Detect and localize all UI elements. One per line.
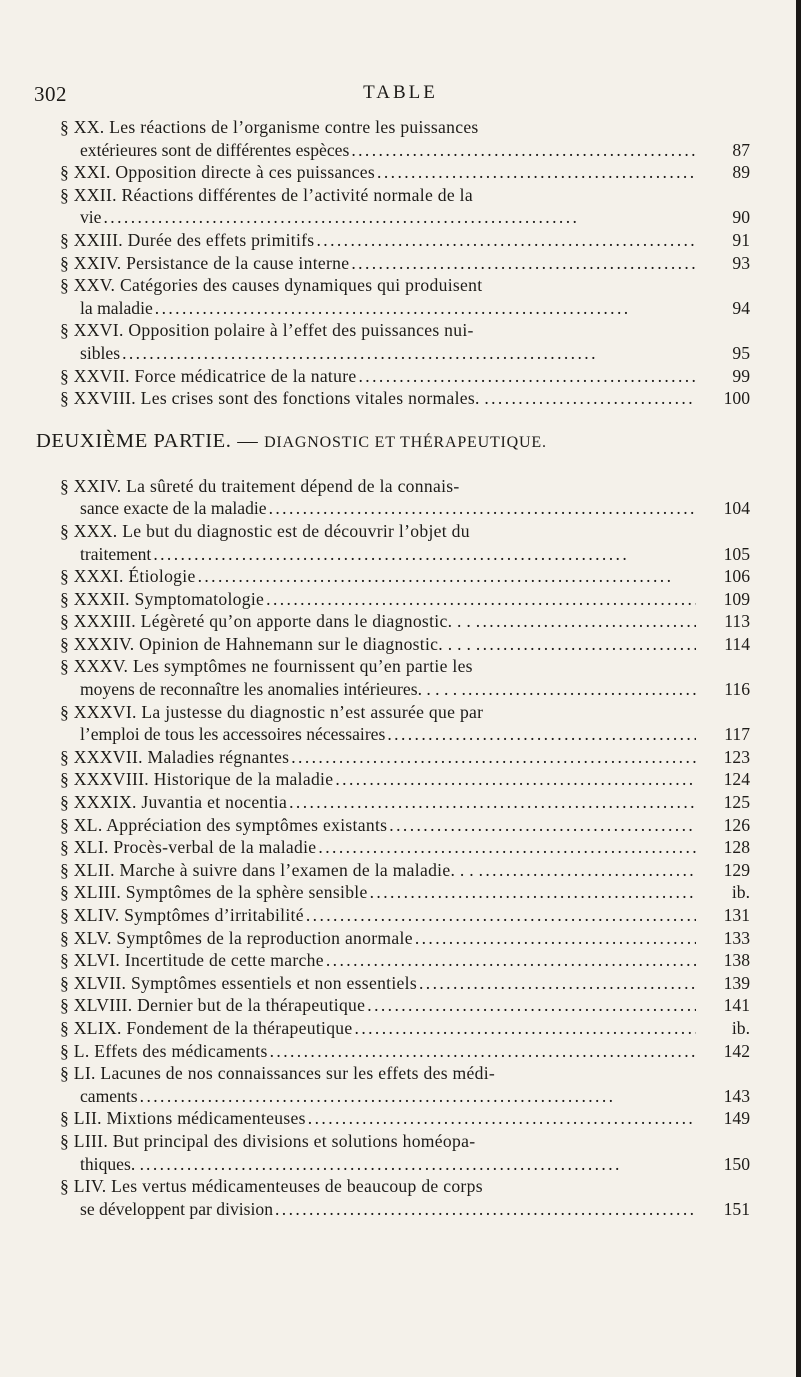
dot-leader bbox=[419, 972, 696, 995]
toc-entry-last-line bbox=[60, 610, 696, 633]
toc-page-number: 131 bbox=[723, 905, 750, 925]
toc-page-number: 141 bbox=[723, 995, 750, 1016]
toc-entry bbox=[60, 746, 750, 769]
part-two-heading bbox=[36, 430, 776, 453]
toc-entry-text: § XXIII. Durée des effets primitifs bbox=[60, 229, 315, 250]
toc-page-number: 113 bbox=[724, 611, 750, 632]
dot-leader bbox=[140, 1085, 696, 1108]
toc-entry-last-line bbox=[60, 1198, 696, 1221]
dot-leader bbox=[387, 723, 696, 746]
toc-page-number: 91 bbox=[732, 229, 750, 250]
toc-entry-last-line bbox=[60, 746, 696, 769]
toc-page-number: 151 bbox=[723, 1198, 750, 1219]
toc-entry bbox=[60, 972, 750, 995]
toc-entry bbox=[60, 836, 750, 859]
toc-page-number: 133 bbox=[723, 927, 750, 948]
dot-leader bbox=[291, 746, 696, 769]
toc-entry-text: § XXXV. Les symptômes ne fournissent qu’en partie les bbox=[60, 656, 473, 677]
toc-entry bbox=[60, 927, 750, 950]
toc-entry-last-line bbox=[60, 723, 696, 746]
toc-page-number: ib. bbox=[731, 1017, 750, 1038]
dot-leader bbox=[289, 791, 696, 814]
toc-page-number: 89 bbox=[732, 162, 750, 183]
dot-leader bbox=[155, 297, 696, 320]
dot-leader bbox=[122, 342, 696, 365]
toc-entry bbox=[60, 365, 750, 388]
toc-entry-text: § LII. Mixtions médicamenteuses bbox=[60, 1108, 306, 1129]
toc-entry bbox=[60, 633, 750, 656]
toc-page-number: 123 bbox=[723, 746, 750, 767]
toc-entry bbox=[60, 994, 750, 1017]
toc-entry-last-line bbox=[60, 229, 696, 252]
toc-entry-last-line bbox=[60, 972, 696, 995]
toc-entry-text: § XXVI. Opposition polaire à l’effet des puissances nui- bbox=[60, 320, 474, 341]
toc-page-number: 104 bbox=[723, 498, 750, 519]
toc-entry-last-line bbox=[60, 497, 696, 520]
toc-page-number: 93 bbox=[732, 252, 750, 273]
toc-entry-text: § XXVIII. Les crises sont des fonctions vitales normales. . bbox=[60, 388, 490, 409]
toc-page-number: 139 bbox=[723, 972, 750, 993]
toc-entry bbox=[60, 588, 750, 611]
toc-entry bbox=[60, 161, 750, 184]
part-two-subtitle: DIAGNOSTIC ET THÉRAPEUTIQUE. bbox=[264, 433, 547, 451]
toc-entry-text: l’emploi de tous les accessoires nécessaires bbox=[80, 724, 386, 745]
toc-entry bbox=[60, 1107, 750, 1130]
toc-entry-text: § LIII. But principal des divisions et solutions homéopa- bbox=[60, 1130, 476, 1151]
toc-entry-text: § XXVII. Force médicatrice de la nature bbox=[60, 365, 357, 386]
dot-leader bbox=[275, 1198, 696, 1221]
toc-entry bbox=[60, 701, 750, 746]
toc-page-number: 129 bbox=[723, 859, 750, 880]
toc-page-number: 128 bbox=[723, 837, 750, 858]
toc-entry bbox=[60, 387, 750, 410]
dot-leader bbox=[491, 387, 696, 410]
toc-entry bbox=[60, 229, 750, 252]
toc-page-number: 125 bbox=[723, 792, 750, 813]
dot-leader bbox=[318, 836, 696, 859]
dot-leader bbox=[153, 543, 696, 566]
toc-entry-last-line bbox=[60, 543, 696, 566]
dot-leader bbox=[104, 206, 697, 229]
dot-leader bbox=[355, 1017, 696, 1040]
toc-entry-text: § XLIX. Fondement de la thérapeutique bbox=[60, 1017, 353, 1038]
dot-leader bbox=[306, 904, 696, 927]
toc-entry bbox=[60, 768, 750, 791]
dot-leader bbox=[370, 881, 696, 904]
dot-leader bbox=[269, 497, 696, 520]
dot-leader bbox=[308, 1107, 696, 1130]
dot-leader bbox=[146, 1153, 696, 1176]
toc-entry-text: § XLVIII. Dernier but de la thérapeutique bbox=[60, 995, 366, 1016]
toc-entry-text: § XXX. Le but du diagnostic est de découvrir l’objet du bbox=[60, 520, 470, 541]
part-one-list bbox=[60, 116, 750, 410]
toc-entry-text: § XXXVII. Maladies régnantes bbox=[60, 746, 290, 767]
toc-entry-text: § XXXVIII. Historique de la maladie bbox=[60, 769, 334, 790]
toc-entry-text: § XXXII. Symptomatologie bbox=[60, 588, 265, 609]
toc-page-number: 106 bbox=[723, 566, 750, 587]
toc-entry-text: thiques. . bbox=[80, 1153, 145, 1174]
toc-page-number: ib. bbox=[731, 882, 750, 903]
toc-entry bbox=[60, 1040, 750, 1063]
toc-entry-last-line bbox=[60, 994, 696, 1017]
dot-leader bbox=[389, 814, 696, 837]
toc-entry-text: § XXV. Catégories des causes dynamiques qui produisent bbox=[60, 275, 483, 296]
toc-entry-last-line bbox=[60, 904, 696, 927]
page-header bbox=[0, 82, 801, 112]
dot-leader bbox=[270, 1040, 696, 1063]
toc-page-number: 142 bbox=[723, 1040, 750, 1061]
toc-entry bbox=[60, 791, 750, 814]
toc-entry-text: § XXXVI. La justesse du diagnostic n’est assurée que par bbox=[60, 701, 484, 722]
toc-entry-text: § XXXIII. Légèreté qu’on apporte dans le diagnostic. . . . bbox=[60, 611, 481, 632]
toc-entry-last-line bbox=[60, 387, 696, 410]
toc-entry bbox=[60, 1062, 750, 1107]
toc-entry bbox=[60, 565, 750, 588]
dot-leader bbox=[468, 678, 696, 701]
toc-entry-text: § XLI. Procès-verbal de la maladie bbox=[60, 837, 317, 858]
toc-entry-last-line bbox=[60, 1085, 696, 1108]
toc-entry-last-line bbox=[60, 1040, 696, 1063]
toc-entry-text: § XXXIX. Juvantia et nocentia bbox=[60, 792, 288, 813]
toc-entry-last-line bbox=[60, 139, 696, 162]
toc-entry bbox=[60, 859, 750, 882]
toc-entry-text: traitement bbox=[80, 543, 152, 564]
toc-entry-last-line bbox=[60, 297, 696, 320]
toc-entry-text: § XXI. Opposition directe à ces puissances bbox=[60, 162, 376, 183]
dot-leader bbox=[485, 859, 696, 882]
toc-entry-text: § LIV. Les vertus médicamenteuses de beaucoup de corps bbox=[60, 1176, 483, 1197]
dot-leader bbox=[351, 252, 696, 275]
toc-entry bbox=[60, 610, 750, 633]
toc-entry-last-line bbox=[60, 949, 696, 972]
dot-leader bbox=[335, 768, 696, 791]
toc-entry-last-line bbox=[60, 881, 696, 904]
toc-entry-text: § XLV. Symptômes de la reproduction anormale bbox=[60, 927, 413, 948]
dot-leader bbox=[482, 610, 696, 633]
toc-page-number: 114 bbox=[724, 633, 750, 654]
toc-entry-last-line bbox=[60, 588, 696, 611]
toc-entry bbox=[60, 274, 750, 319]
toc-entry-last-line bbox=[60, 1017, 696, 1040]
toc-entry-last-line bbox=[60, 1153, 696, 1176]
toc-entry bbox=[60, 475, 750, 520]
toc-page-number: 87 bbox=[732, 139, 750, 160]
page-edge bbox=[796, 0, 801, 1377]
dot-leader bbox=[326, 949, 696, 972]
toc-entry bbox=[60, 319, 750, 364]
toc-page-number: 126 bbox=[723, 814, 750, 835]
toc-entry bbox=[60, 184, 750, 229]
toc-entry-text: § XXIV. La sûreté du traitement dépend de la connais- bbox=[60, 475, 460, 496]
toc-entry bbox=[60, 904, 750, 927]
toc-entry-text: § XL. Appréciation des symptômes existants bbox=[60, 814, 388, 835]
toc-entry-last-line bbox=[60, 1107, 696, 1130]
toc-entry bbox=[60, 252, 750, 275]
toc-entry-last-line bbox=[60, 252, 696, 275]
toc-page-number: 105 bbox=[723, 543, 750, 564]
toc-entry bbox=[60, 116, 750, 161]
toc-page-number: 109 bbox=[723, 588, 750, 609]
toc-entry bbox=[60, 1017, 750, 1040]
toc-entry-text: § XX. Les réactions de l’organisme contre les puissances bbox=[60, 117, 479, 137]
toc-entry bbox=[60, 814, 750, 837]
toc-entry-last-line bbox=[60, 365, 696, 388]
toc-entry-text: se développent par division bbox=[80, 1198, 273, 1219]
toc-entry-text: § LI. Lacunes de nos connaissances sur les effets des médi- bbox=[60, 1063, 496, 1084]
dot-leader bbox=[351, 139, 696, 162]
dot-leader bbox=[377, 161, 696, 184]
toc-page-number: 117 bbox=[724, 724, 750, 745]
dot-leader bbox=[415, 927, 696, 950]
dot-leader bbox=[316, 229, 696, 252]
toc-page-number: 143 bbox=[723, 1085, 750, 1106]
toc-entry bbox=[60, 655, 750, 700]
toc-page-number: 100 bbox=[723, 388, 750, 409]
table-of-contents bbox=[36, 116, 750, 1220]
toc-entry-last-line bbox=[60, 927, 696, 950]
toc-entry-last-line bbox=[60, 633, 696, 656]
toc-entry-text: la maladie bbox=[80, 297, 153, 318]
toc-entry-last-line bbox=[60, 791, 696, 814]
toc-page-number: 95 bbox=[732, 342, 750, 363]
toc-entry bbox=[60, 881, 750, 904]
toc-page-number: 116 bbox=[724, 679, 750, 700]
toc-entry-last-line bbox=[60, 859, 696, 882]
dot-leader bbox=[266, 588, 696, 611]
toc-entry-text: § XLVI. Incertitude de cette marche bbox=[60, 950, 324, 971]
running-head: TABLE bbox=[363, 82, 438, 103]
toc-page-number: 150 bbox=[723, 1153, 750, 1174]
toc-entry-text: vie bbox=[80, 207, 102, 228]
toc-entry bbox=[60, 949, 750, 972]
toc-entry-text: § XXII. Réactions différentes de l’activité normale de la bbox=[60, 184, 473, 205]
toc-entry-last-line bbox=[60, 836, 696, 859]
toc-page-number: 124 bbox=[723, 769, 750, 790]
toc-entry-text: § XXXI. Étiologie bbox=[60, 566, 196, 587]
toc-entry-text: § XLIV. Symptômes d’irritabilité bbox=[60, 905, 304, 925]
dot-leader bbox=[198, 565, 696, 588]
part-two-title: DEUXIÈME PARTIE. — bbox=[36, 429, 265, 452]
toc-page-number: 90 bbox=[732, 207, 750, 228]
toc-entry-text: § XLIII. Symptômes de la sphère sensible bbox=[60, 882, 368, 903]
toc-entry-text: extérieures sont de différentes espèces bbox=[80, 139, 350, 160]
toc-entry-last-line bbox=[60, 161, 696, 184]
toc-entry-last-line bbox=[60, 206, 696, 229]
toc-entry-text: caments bbox=[80, 1085, 138, 1106]
dot-leader bbox=[367, 994, 696, 1017]
toc-entry-text: § XXXIV. Opinion de Hahnemann sur le diagnostic. . . . . bbox=[60, 633, 481, 654]
toc-entry-text: § XLVII. Symptômes essentiels et non essentiels bbox=[60, 972, 417, 993]
toc-page-number: 138 bbox=[723, 950, 750, 971]
toc-page-number: 94 bbox=[732, 297, 750, 318]
toc-entry bbox=[60, 1130, 750, 1175]
toc-entry-text: § L. Effets des médicaments bbox=[60, 1040, 268, 1061]
toc-entry-text: sibles bbox=[80, 342, 121, 363]
toc-entry-last-line bbox=[60, 565, 696, 588]
toc-entry-text: § XXIV. Persistance de la cause interne bbox=[60, 252, 350, 273]
toc-entry-last-line bbox=[60, 768, 696, 791]
toc-entry-text: § XLII. Marche à suivre dans l’examen de la maladie. . . . bbox=[60, 859, 484, 880]
toc-entry-text: moyens de reconnaître les anomalies intérieures. . . . . . bbox=[80, 679, 466, 700]
toc-entry-last-line bbox=[60, 814, 696, 837]
toc-page-number: 149 bbox=[723, 1108, 750, 1129]
toc-entry-last-line bbox=[60, 342, 696, 365]
dot-leader bbox=[359, 365, 697, 388]
toc-entry bbox=[60, 520, 750, 565]
page-number: 302 bbox=[34, 82, 67, 106]
toc-entry-last-line bbox=[60, 678, 696, 701]
part-two-list bbox=[60, 475, 750, 1221]
toc-entry-text: sance exacte de la maladie bbox=[80, 498, 267, 519]
dot-leader bbox=[483, 633, 696, 656]
toc-entry bbox=[60, 1175, 750, 1220]
toc-page-number: 99 bbox=[732, 365, 750, 386]
